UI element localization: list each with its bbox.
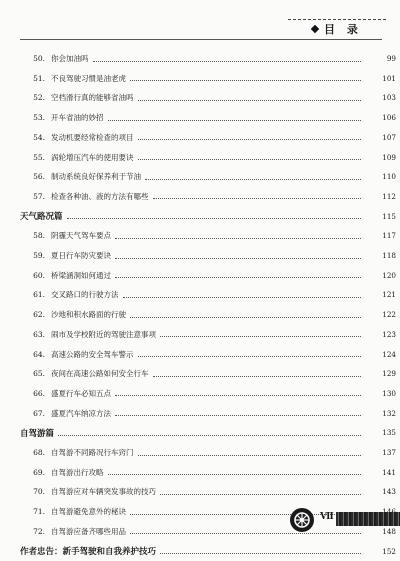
entry-title: 桥梁涵洞如何通过	[51, 270, 111, 280]
entry-number: 54.	[33, 132, 45, 142]
entry-page-number: 130	[382, 388, 396, 398]
toc-entry[interactable]	[0, 167, 400, 186]
entry-title: 制动系统良好保养利于节油	[51, 172, 141, 182]
toc-entry[interactable]	[0, 305, 400, 324]
entry-page-number: 143	[382, 487, 396, 497]
entry-page-number: 120	[382, 270, 396, 280]
dot-leader	[160, 493, 361, 495]
entry-number: 52.	[33, 93, 45, 103]
entry-title: 发动机要经常检查的项目	[51, 132, 134, 142]
dot-leader	[130, 316, 361, 318]
entry-page-number: 118	[382, 251, 396, 260]
toc-entry[interactable]	[0, 226, 400, 245]
entry-page-number: 117	[382, 231, 396, 241]
entry-page-number: 141	[382, 467, 396, 477]
dot-leader	[58, 434, 361, 436]
entry-page-number: 123	[382, 329, 396, 339]
entry-number: 51.	[33, 73, 45, 83]
entry-title: 自驾游应备齐哪些用品	[51, 526, 126, 536]
entry-title: 交叉路口的行驶方法	[51, 290, 119, 300]
entry-title: 沙地和积水路面的行驶	[51, 310, 126, 320]
toc-entry[interactable]	[0, 187, 400, 206]
wheel-logo-icon	[290, 508, 314, 532]
entry-number: 56.	[33, 172, 45, 182]
entry-page-number: 135	[382, 428, 396, 438]
entry-title: 你会加油吗	[51, 54, 89, 63]
dot-leader	[138, 454, 362, 456]
entry-number: 72.	[33, 526, 45, 536]
section-title: 作者忠告：新手驾驶和自我养护技巧	[20, 547, 157, 557]
toc-entry[interactable]	[0, 266, 400, 285]
entry-page-number: 112	[382, 191, 396, 201]
entry-number: 65.	[33, 369, 45, 379]
dot-leader	[145, 178, 361, 180]
dot-leader	[130, 79, 361, 81]
dot-leader	[123, 296, 362, 298]
toc-entry[interactable]	[0, 325, 400, 344]
entry-number: 66.	[33, 388, 45, 398]
entry-page-number: 107	[382, 132, 396, 142]
entry-title: 自驾游不同路况行车窍门	[51, 448, 134, 457]
entry-title: 阴霾天气驾车要点	[51, 231, 111, 241]
dot-leader	[138, 138, 362, 140]
toc-entry[interactable]	[0, 246, 400, 265]
toc-entry[interactable]	[0, 404, 400, 423]
header-rule	[20, 39, 382, 40]
toc-entry[interactable]	[0, 384, 400, 403]
entry-number: 53.	[33, 113, 45, 123]
dot-leader	[138, 99, 362, 101]
toc-entry[interactable]	[0, 285, 400, 304]
entry-number: 62.	[33, 310, 45, 320]
dot-leader	[130, 532, 361, 534]
toc-entry[interactable]	[0, 88, 400, 107]
toc-entry[interactable]	[0, 463, 400, 482]
header-dashed-line	[288, 19, 386, 20]
entry-page-number: 122	[382, 310, 396, 320]
entry-number: 63.	[33, 329, 45, 339]
entry-title: 自驾游出行攻略	[51, 467, 104, 477]
entry-page-number: 106	[382, 113, 396, 123]
dot-leader	[115, 237, 361, 239]
toc-entry[interactable]	[0, 108, 400, 127]
entry-number: 59.	[33, 251, 45, 260]
toc-section[interactable]	[0, 423, 400, 442]
dot-leader	[153, 197, 362, 199]
decorative-band	[336, 512, 400, 526]
toc-entry[interactable]	[0, 49, 400, 68]
entry-number: 69.	[33, 467, 45, 477]
dot-leader	[160, 335, 361, 337]
dot-leader	[160, 552, 361, 554]
entry-page-number: 132	[382, 408, 396, 418]
entry-page-number: 148	[382, 526, 396, 536]
entry-title: 高速公路的安全驾车警示	[51, 349, 134, 359]
page-title: 目 录	[324, 23, 362, 36]
entry-number: 71.	[33, 507, 45, 517]
dot-leader	[138, 158, 362, 160]
toc-entry[interactable]	[0, 128, 400, 147]
entry-number: 61.	[33, 290, 45, 300]
dot-leader	[93, 60, 362, 62]
toc-entry[interactable]	[0, 148, 400, 167]
entry-page-number: 121	[382, 290, 396, 300]
entry-title: 盛夏行车必知五点	[51, 388, 111, 398]
diamond-icon	[311, 25, 319, 33]
page-header	[312, 21, 362, 37]
entry-page-number: 115	[382, 211, 396, 221]
entry-number: 58.	[33, 231, 45, 241]
entry-title: 空档滑行真的能够省油吗	[51, 93, 134, 103]
dot-leader	[115, 394, 361, 396]
entry-page-number: 137	[382, 448, 396, 457]
entry-page-number: 152	[382, 546, 396, 556]
entry-title: 夏日行车防灾要诀	[51, 251, 111, 260]
entry-number: 55.	[33, 152, 45, 162]
entry-number: 68.	[33, 448, 45, 457]
toc-entry[interactable]	[0, 443, 400, 462]
section-title: 天气路况篇	[20, 212, 63, 223]
entry-number: 60.	[33, 270, 45, 280]
entry-number: 50.	[33, 54, 45, 63]
entry-title: 涡轮增压汽车的使用要诀	[51, 152, 134, 162]
dot-leader	[108, 473, 362, 475]
entry-number: 67.	[33, 408, 45, 418]
entry-title: 自驾游应对车辆突发事故的技巧	[51, 487, 156, 497]
toc-section[interactable]	[0, 207, 400, 226]
entry-title: 检查各种油、液的方法有哪些	[51, 191, 149, 201]
dot-leader	[108, 119, 362, 121]
entry-title: 夜间在高速公路如何安全行车	[51, 369, 149, 379]
dot-leader	[115, 276, 361, 278]
entry-number: 64.	[33, 349, 45, 359]
entry-number: 70.	[33, 487, 45, 497]
entry-title: 盛夏汽车纳凉方法	[51, 408, 111, 418]
dot-leader	[153, 375, 362, 377]
toc-section[interactable]	[0, 542, 400, 561]
entry-page-number: 101	[382, 73, 396, 83]
section-title: 自驾游篇	[20, 428, 55, 439]
dot-leader	[115, 414, 361, 416]
entry-title: 自驾游避免意外的秘诀	[51, 507, 126, 517]
toc-entry[interactable]	[0, 345, 400, 364]
entry-page-number: 129	[382, 369, 396, 379]
entry-page-number: 109	[382, 152, 396, 162]
entry-title: 不良驾驶习惯是油老虎	[51, 73, 126, 83]
dot-leader	[138, 355, 362, 357]
entry-page-number: 110	[382, 172, 396, 182]
entry-page-number: 103	[382, 93, 396, 103]
dot-leader	[67, 217, 361, 219]
toc-entry[interactable]	[0, 364, 400, 383]
entry-page-number: 124	[382, 349, 396, 359]
page-number: Ⅶ	[320, 512, 334, 522]
dot-leader	[115, 257, 361, 259]
entry-title: 开车省油的妙招	[51, 113, 104, 123]
entry-title: 闹市及学校附近的驾驶注意事项	[51, 329, 156, 339]
toc-entry[interactable]	[0, 69, 400, 88]
entry-number: 57.	[33, 191, 45, 201]
toc-entry[interactable]	[0, 482, 400, 501]
entry-page-number: 99	[386, 54, 396, 63]
